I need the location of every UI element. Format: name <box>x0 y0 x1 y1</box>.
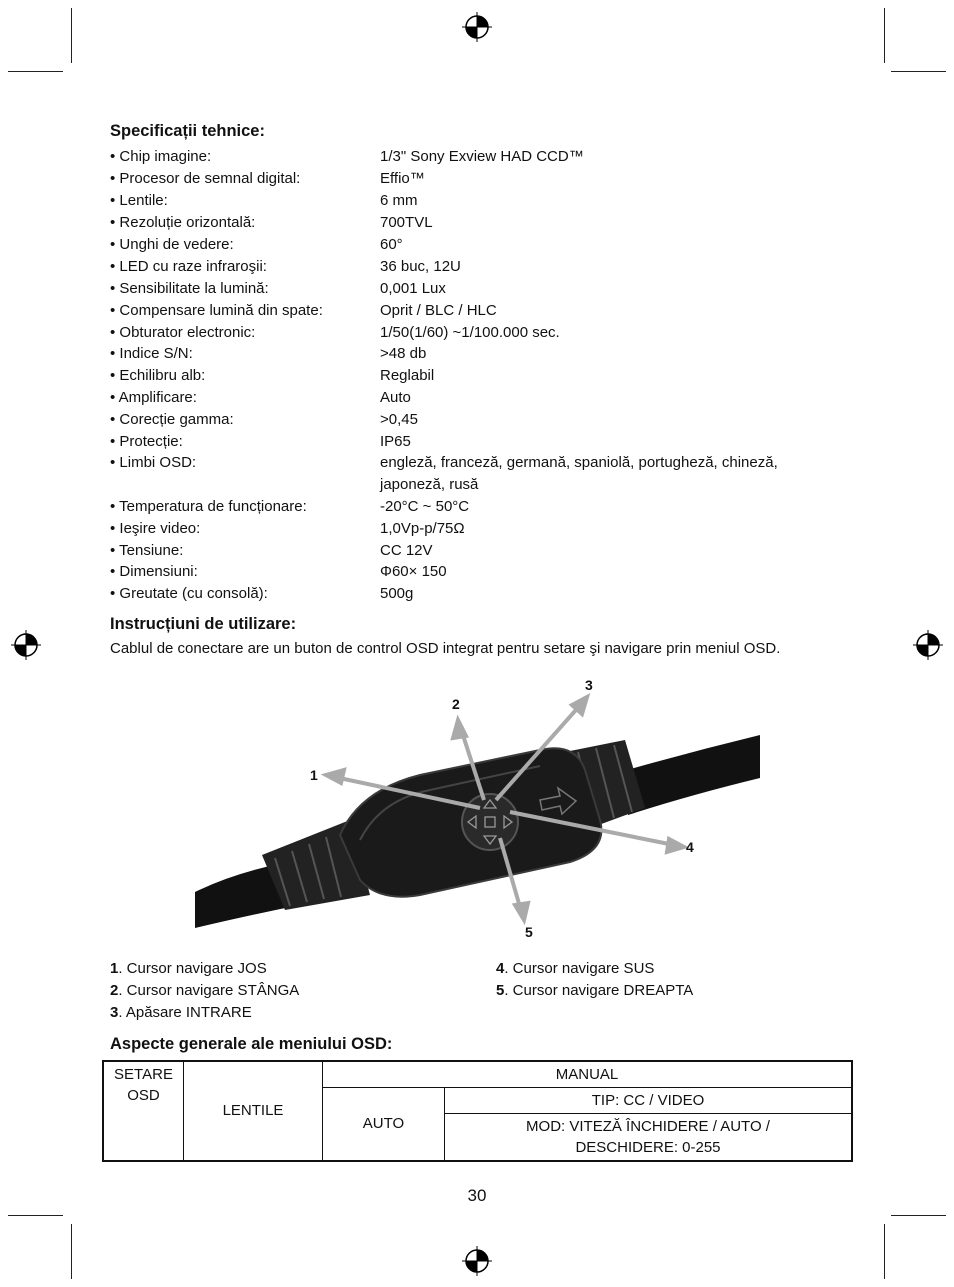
osd-title: Aspecte generale ale meniului OSD: <box>110 1035 393 1053</box>
auto-cell: AUTO <box>323 1087 445 1161</box>
spec-label: • Protecție: <box>110 433 183 450</box>
spec-label: • Corecție gamma: <box>110 411 234 428</box>
legend-item-5: 5. Cursor navigare DREAPTA <box>496 982 694 999</box>
spec-value: 60° <box>380 236 403 253</box>
callout-3: 3 <box>585 677 593 693</box>
spec-value: >0,45 <box>380 411 418 428</box>
spec-label: • Ieşire video: <box>110 520 201 537</box>
type-cell: TIP: CC / VIDEO <box>445 1087 853 1113</box>
legend-item-1: 1. Cursor navigare JOS <box>110 960 267 977</box>
spec-label: • Temperatura de funcționare: <box>110 498 307 515</box>
lens-cell: LENTILE <box>184 1061 323 1161</box>
spec-value: >48 db <box>380 345 427 362</box>
callout-1: 1 <box>310 767 318 783</box>
spec-label: • Sensibilitate la lumină: <box>110 280 269 297</box>
spec-value: 1,0Vp-p/75Ω <box>380 520 465 537</box>
spec-value: 6 mm <box>380 192 418 209</box>
spec-value: 1/3" Sony Exview HAD CCD™ <box>380 148 584 165</box>
spec-label: • Limbi OSD: <box>110 454 197 471</box>
osd-button <box>462 794 518 850</box>
instructions-text: Cablul de conectare are un buton de control OSD integrat pentru setare şi navigare prin meniul OSD. <box>110 640 781 657</box>
page-number: 30 <box>467 1186 487 1205</box>
specs-title: Specificații tehnice: <box>110 122 265 140</box>
spec-value: 1/50(1/60) ~1/100.000 sec. <box>380 324 560 341</box>
legend-item-4: 4. Cursor navigare SUS <box>496 960 655 977</box>
spec-label: • Tensiune: <box>110 542 184 559</box>
osd-setting-cell: SETARE OSD <box>103 1061 184 1161</box>
spec-label: • Lentile: <box>110 192 168 209</box>
spec-label: • LED cu raze infraroşii: <box>110 258 267 275</box>
spec-value: -20°C ~ 50°C <box>380 498 470 515</box>
spec-value: 0,001 Lux <box>380 280 446 297</box>
mode-cell: MOD: VITEZĂ ÎNCHIDERE / AUTO / DESCHIDERE: 0-255 <box>445 1113 853 1161</box>
callout-4: 4 <box>686 839 694 855</box>
spec-label: • Compensare lumină din spate: <box>110 302 323 319</box>
legend-item-2: 2. Cursor navigare STÂNGA <box>110 982 300 999</box>
spec-label: • Obturator electronic: <box>110 324 256 341</box>
spec-label: • Amplificare: <box>110 389 197 406</box>
osd-menu-table <box>102 1060 853 1162</box>
spec-label: • Rezoluție orizontală: <box>110 214 256 231</box>
spec-value: Reglabil <box>380 367 435 384</box>
manual-cell: MANUAL <box>323 1061 853 1087</box>
spec-value: Auto <box>380 389 411 406</box>
legend-item-3: 3. Apăsare INTRARE <box>110 1004 252 1021</box>
spec-value: CC 12V <box>380 542 433 559</box>
spec-label: • Greutate (cu consolă): <box>110 585 268 602</box>
spec-label: • Dimensiuni: <box>110 563 198 580</box>
spec-label: • Echilibru alb: <box>110 367 206 384</box>
spec-label: • Unghi de vedere: <box>110 236 234 253</box>
spec-value: Φ60× 150 <box>380 563 447 580</box>
spec-value: 500g <box>380 585 414 602</box>
spec-value: IP65 <box>380 433 411 450</box>
spec-label: • Indice S/N: <box>110 345 193 362</box>
spec-value: Oprit / BLC / HLC <box>380 302 497 319</box>
spec-value: 36 buc, 12U <box>380 258 461 275</box>
spec-label: • Chip imagine: <box>110 148 212 165</box>
spec-value: 700TVL <box>380 214 433 231</box>
callout-5: 5 <box>525 924 533 940</box>
instructions-title: Instrucțiuni de utilizare: <box>110 615 297 633</box>
spec-value: Effio™ <box>380 170 425 187</box>
spec-value: engleză, franceză, germană, spaniolă, portugheză, chineză, japoneză, rusă <box>380 454 778 493</box>
spec-label: • Procesor de semnal digital: <box>110 170 301 187</box>
callout-2: 2 <box>452 696 460 712</box>
